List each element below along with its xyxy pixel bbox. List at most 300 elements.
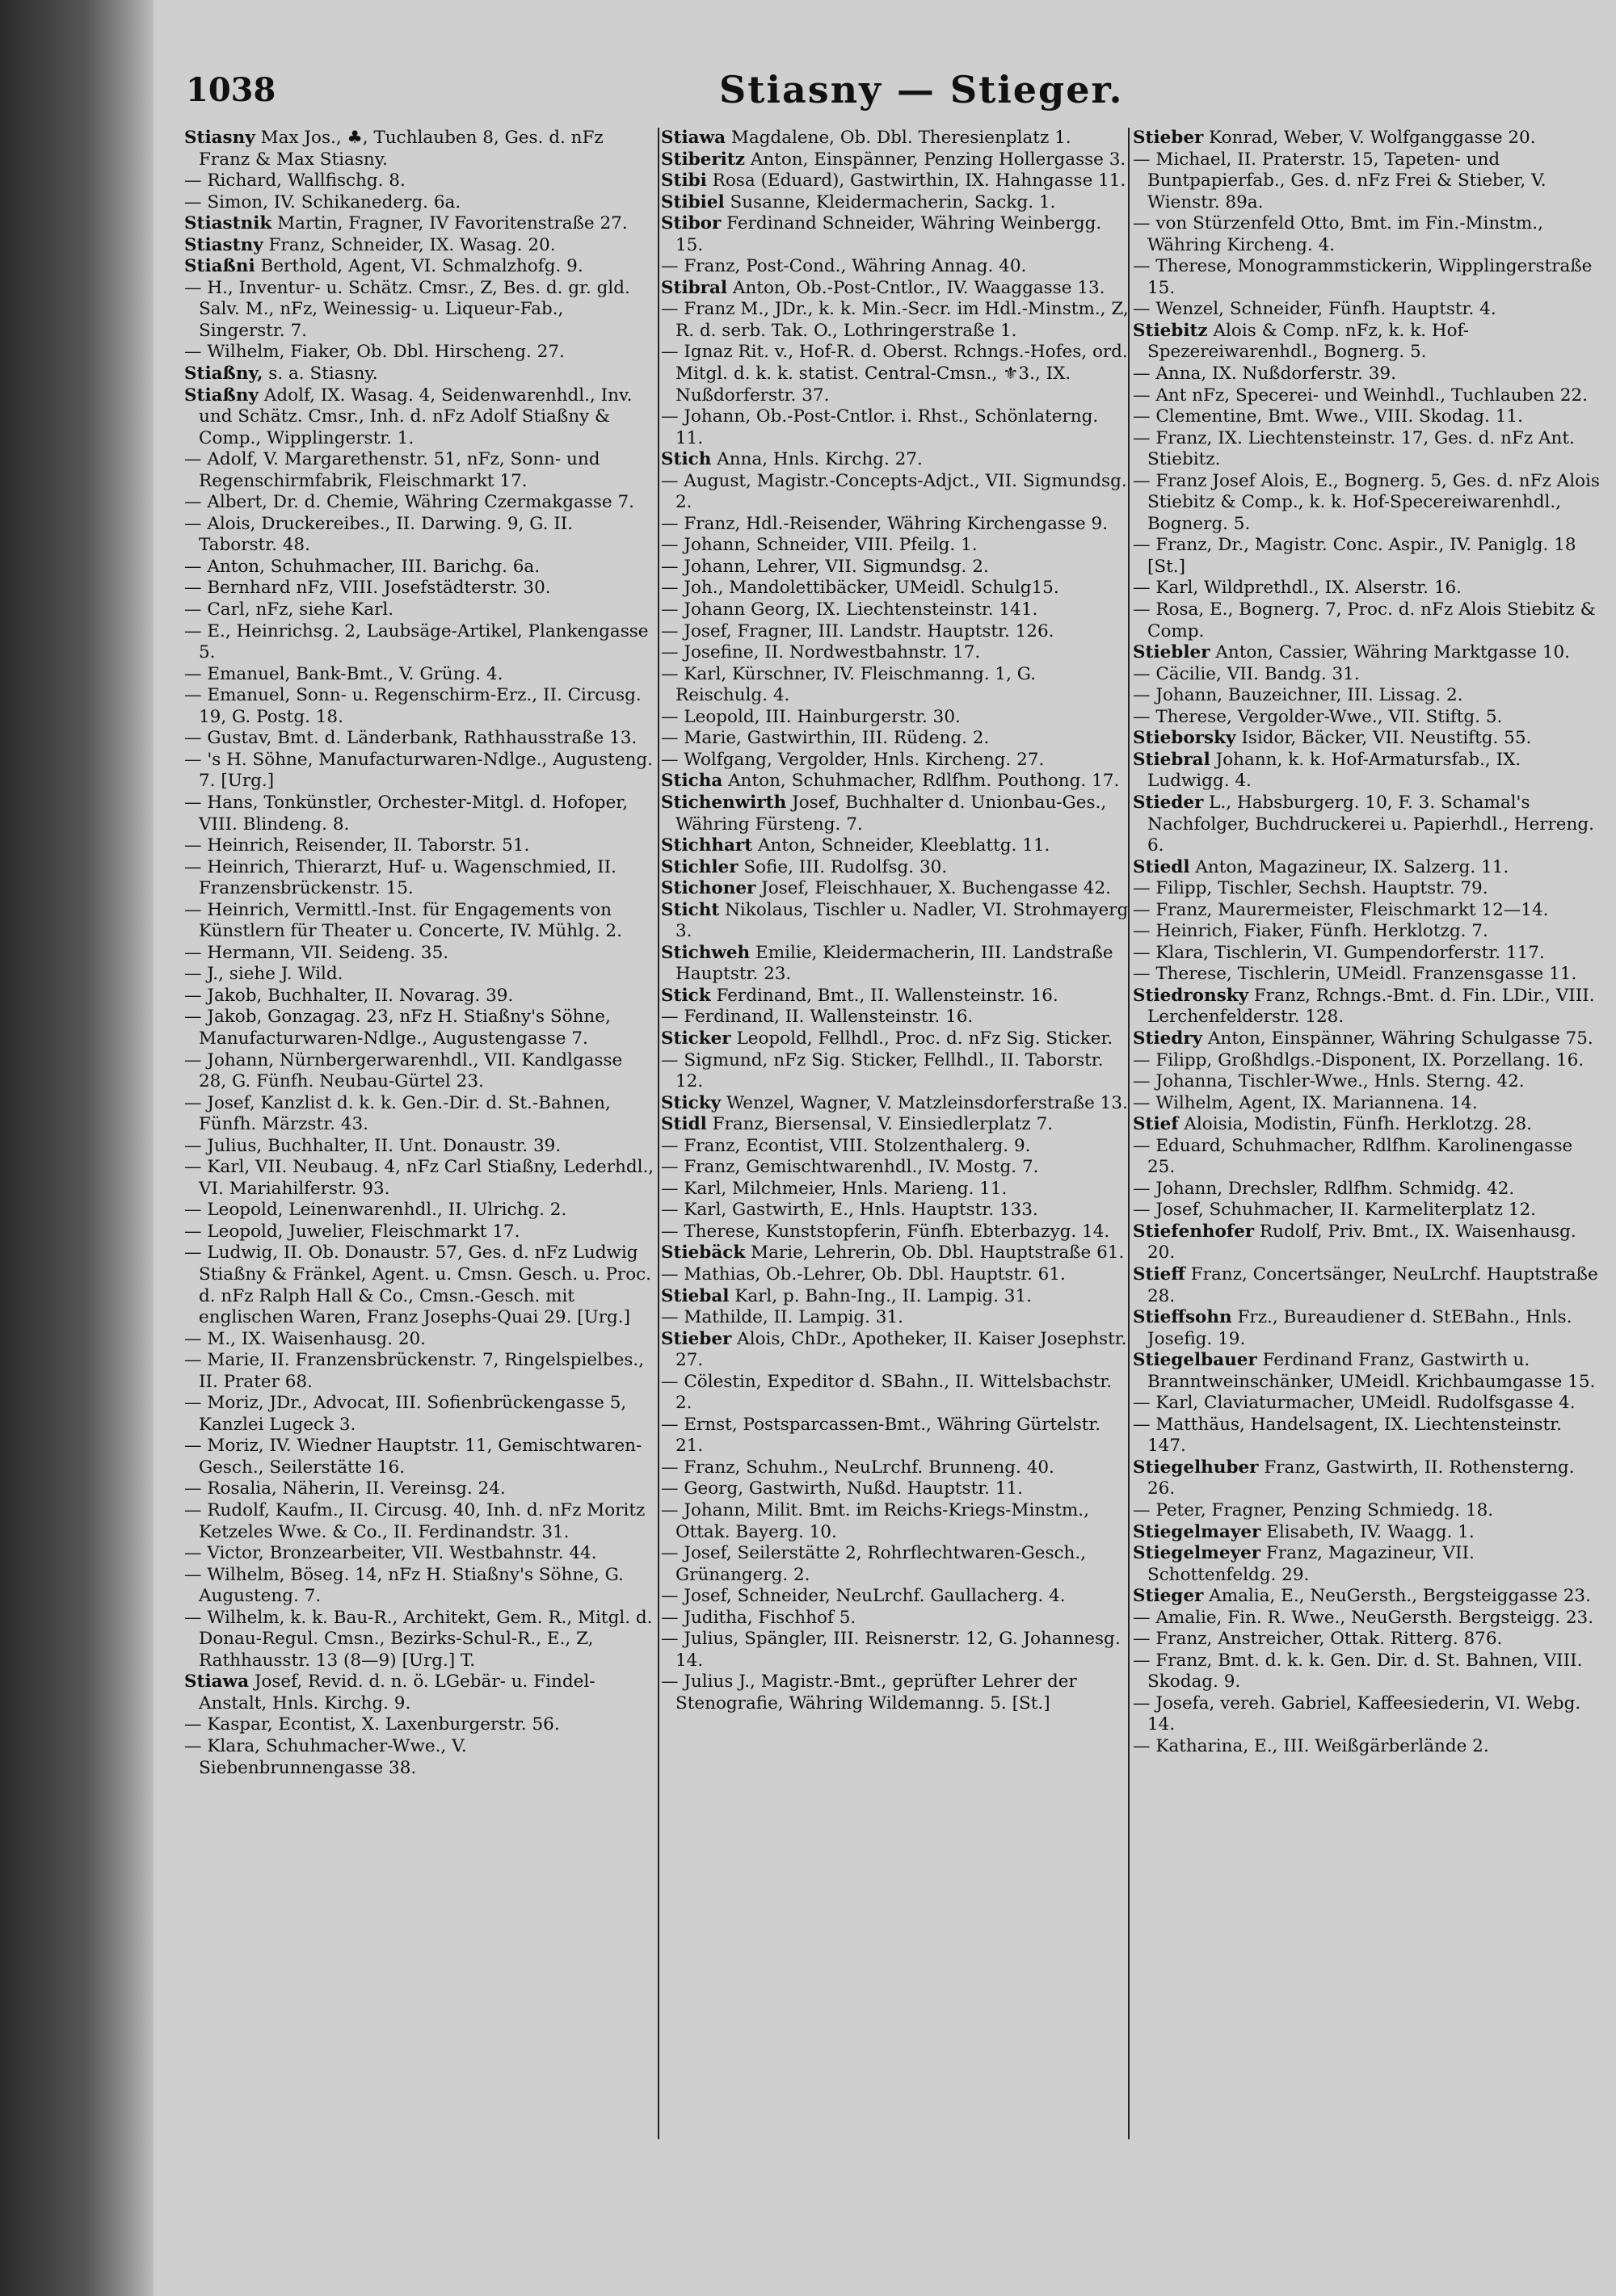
directory-entry [1133,1629,1603,1651]
entry-details: Adolf, IX. Wasag. 4, Seidenwarenhdl., Inv. und Schätz. Cmsr., Inh. d. nFz Adolf Stiaßny & Comp., Wipplingerstr. 1. [199,385,633,448]
directory-entry [661,1136,1131,1158]
entry-details: Franz, Rchngs.-Bmt. d. Fin. LDir., VIII. Lerchenfelderstr. 128. [1147,985,1595,1028]
entry-surname: Stidl [661,1114,707,1135]
directory-entry [184,1393,654,1436]
directory-entry [661,771,1131,793]
entry-details: — Julius, Buchhalter, II. Unt. Donaustr. 39. [184,1135,562,1156]
entry-details: — Hermann, VII. Seideng. 35. [184,942,449,963]
entry-details: — Ant nFz, Specerei- und Weinhdl., Tuchlauben 22. [1133,385,1588,406]
entry-details: Frz., Bureaudiener d. StEBahn., Hnls. Josefig. 19. [1147,1307,1572,1349]
entry-details: — Heinrich, Vermittl.-Inst. für Engagements von Künstlern für Theater u. Concerte, IV. Mühlg. 2. [184,899,622,942]
entry-details: — Josef, Seilerstätte 2, Rohrflechtwaren-Gesch., Grünangerg. 2. [661,1543,1087,1585]
entry-details: — Cölestin, Expeditor d. SBahn., II. Wittelsbachstr. 2. [661,1371,1113,1414]
directory-entry [184,685,654,728]
directory-entry [661,213,1131,256]
entry-details: Alois, ChDr., Apotheker, II. Kaiser Josephstr. 27. [675,1328,1127,1371]
entry-details: — Clementine, Bmt. Wwe., VIII. Skodag. 11. [1133,406,1523,427]
directory-entry [1133,1071,1603,1093]
entry-details: — Richard, Wallfischg. 8. [184,170,406,191]
entry-details: — Emanuel, Bank-Bmt., V. Grüng. 4. [184,663,503,684]
entry-details: — Josef, Fragner, III. Landstr. Hauptstr. 126. [661,620,1054,641]
entry-details: — Wenzel, Schneider, Fünfh. Hauptstr. 4. [1133,299,1496,320]
entry-details: — Mathias, Ob.-Lehrer, Ob. Dbl. Hauptstr. 61. [661,1264,1066,1285]
directory-entry [661,835,1131,857]
entry-details: Rudolf, Priv. Bmt., IX. Waisenhausg. 20. [1147,1221,1576,1264]
directory-entry [661,1372,1131,1415]
entry-details: Magdalene, Ob. Dbl. Theresienplatz 1. [726,128,1071,148]
entry-details: — Moriz, IV. Wiedner Hauptstr. 11, Gemischtwaren-Gesch., Seilerstätte 16. [184,1436,642,1478]
entry-details: — Heinrich, Reisender, II. Taborstr. 51. [184,835,530,856]
entry-details: — Wolfgang, Vergolder, Hnls. Kircheng. 27. [661,749,1045,770]
directory-entry [661,192,1131,214]
entry-details: — Therese, Tischlerin, UMeidl. Franzensgasse 11. [1133,964,1577,985]
entry-surname: Stibi [661,170,707,191]
directory-entry [184,943,654,965]
directory-entry [661,1543,1131,1586]
entry-surname: Stibiel [661,191,725,212]
entry-surname: Sticker [661,1028,731,1049]
entry-surname: Stieborsky [1133,728,1236,749]
entry-details: Anton, Schneider, Kleeblattg. 11. [752,835,1050,856]
directory-entry [1133,1693,1603,1736]
directory-entry [661,900,1131,943]
entry-details: — Michael, II. Praterstr. 15, Tapeten- und Buntpapierfab., Ges. d. nFz Frei & Stieber, V. Wienstr. 89a. [1133,149,1547,212]
directory-entry [1133,1736,1603,1758]
entry-details: — Carl, nFz, siehe Karl. [184,599,394,620]
entry-surname: Stichler [661,856,739,877]
directory-entry [1133,1179,1603,1201]
column-2 [661,128,1131,1714]
directory-entry [184,385,654,450]
entry-details: — Wilhelm, Fiaker, Ob. Dbl. Hirscheng. 27. [184,342,565,363]
directory-entry [661,621,1131,643]
entry-details: — Klara, Schuhmacher-Wwe., V. Siebenbrunnengasse 38. [184,1736,467,1778]
entry-details: — Wilhelm, Agent, IX. Mariannena. 14. [1133,1092,1478,1113]
entry-details: — Leopold, III. Hainburgerstr. 30. [661,706,961,727]
entry-surname: Stieder [1133,792,1204,813]
directory-entry [1133,900,1603,922]
entry-details: Johann, k. k. Hof-Armatursfab., IX. Ludwigg. 4. [1147,749,1521,792]
directory-entry [661,642,1131,664]
directory-entry [184,1157,654,1200]
entry-details: — Kaspar, Econtist, X. Laxenburgerstr. 56. [184,1714,560,1735]
entry-details: — Ernst, Postsparcassen-Bmt., Währing Gürtelstr. 21. [661,1414,1101,1457]
entry-details: Franz, Schneider, IX. Wasag. 20. [263,234,556,255]
directory-entry [1133,149,1603,214]
entry-details: — Matthäus, Handelsagent, IX. Liechtensteinstr. 147. [1133,1414,1562,1457]
directory-entry [661,535,1131,557]
directory-entry [1133,878,1603,900]
entry-surname: Stiastnik [184,213,272,234]
directory-entry [1133,857,1603,879]
entry-details: — Hans, Tonkünstler, Orchester-Mitgl. d. Hofoper, VIII. Blindeng. 8. [184,792,629,835]
entry-surname: Stiaßni [184,256,255,277]
entry-details: — Therese, Vergolder-Wwe., VII. Stiftg. 5. [1133,706,1503,727]
directory-entry [661,878,1131,900]
entry-details: — Julius, Spängler, III. Reisnerstr. 12, G. Johannesg. 14. [661,1629,1121,1671]
directory-entry [661,299,1131,342]
directory-entry [1133,986,1603,1028]
directory-entry [1133,1393,1603,1415]
directory-entry [1133,406,1603,428]
directory-entry [184,1736,654,1779]
entry-surname: Sticky [661,1092,722,1113]
directory-entry [184,621,654,664]
directory-entry [1133,943,1603,965]
directory-entry [1133,921,1603,943]
entry-surname: Stiefenhofer [1133,1221,1255,1242]
entry-details: L., Habsburgerg. 10, F. 3. Schamal's Nachfolger, Buchdruckerei u. Papierhdl., Herreng. 6. [1147,792,1594,856]
directory-entry [661,1200,1131,1222]
entry-details: — von Stürzenfeld Otto, Bmt. im Fin.-Minstm., Währing Kircheng. 4. [1133,213,1543,255]
entry-details: — Eduard, Schuhmacher, Rdlfhm. Karolinengasse 25. [1133,1135,1573,1178]
entry-surname: Stiaßny, [184,364,263,385]
entry-details: — Wilhelm, k. k. Bau-R., Architekt, Gem. R., Mitgl. d. Donau-Regul. Cmsn., Bezirks-Schul-R., E., Z, Rathhausstr. 13 (8—9) [Urg.] T. [184,1607,653,1671]
entry-details: — Victor, Bronzearbeiter, VII. Westbahnstr. 44. [184,1543,597,1564]
entry-details: Leopold, Fellhdl., Proc. d. nFz Sig. Sticker. [730,1028,1113,1049]
entry-details: Emilie, Kleidermacherin, III. Landstraße Hauptstr. 23. [675,942,1113,985]
entry-details: — Ignaz Rit. v., Hof-R. d. Oberst. Rchngs.-Hofes, ord. Mitgl. d. k. k. statist. Central-Cmsn., ⚜3., IX. Nußdorferstr. 37. [661,342,1128,406]
entry-surname: Stiedry [1133,1028,1203,1049]
directory-entry [1133,1543,1603,1586]
directory-entry [184,599,654,621]
entry-details: Anton, Einspänner, Währing Schulgasse 75. [1202,1028,1593,1049]
directory-entry [1133,385,1603,407]
directory-entry [184,514,654,557]
entry-surname: Stiegelhuber [1133,1457,1259,1478]
directory-entry [661,1050,1131,1093]
entry-details: — Josef, Schneider, NeuLrchf. Gaullacherg. 4. [661,1586,1066,1607]
entry-details: — Jakob, Buchhalter, II. Novarag. 39. [184,985,514,1006]
entry-details: — Karl, Kürschner, IV. Fleischmanng. 1, G. Reischulg. 4. [661,663,1036,706]
entry-details: Anton, Einspänner, Penzing Hollergasse 3. [744,149,1126,170]
entry-details: — Klara, Tischlerin, VI. Gumpendorferstr. 117. [1133,942,1545,963]
directory-entry [184,1093,654,1136]
entry-details: Anna, Hnls. Kirchg. 27. [711,449,923,470]
entry-surname: Stibor [661,213,722,234]
directory-entry [1133,750,1603,793]
directory-entry [661,578,1131,599]
page-number: 1038 [186,71,276,109]
directory-entry [1133,707,1603,729]
entry-details: — Josef, Schuhmacher, II. Karmeliterplatz 12. [1133,1200,1536,1221]
entry-details: s. a. Stiasny. [263,364,378,385]
directory-entry [661,1629,1131,1672]
directory-entry [1133,1350,1603,1393]
entry-details: — Josef, Kanzlist d. k. k. Gen.-Dir. d. St.-Bahnen, Fünfh. Märzstr. 43. [184,1092,611,1135]
entry-details: Josef, Fleischhauer, X. Buchengasse 42. [755,878,1111,899]
entry-details: — Franz, IX. Liechtensteinstr. 17, Ges. d. nFz Ant. Stiebitz. [1133,427,1575,470]
directory-entry [1133,1264,1603,1307]
entry-details: Josef, Revid. d. n. ö. LGebär- u. Findel-Anstalt, Hnls. Kirchg. 9. [199,1672,595,1714]
directory-entry [661,986,1131,1007]
directory-entry [661,514,1131,536]
directory-entry [184,986,654,1007]
entry-details: — Heinrich, Thierarzt, Huf- u. Wagenschmied, II. Franzensbrückenstr. 15. [184,856,617,899]
directory-entry [184,557,654,578]
entry-details: — Gustav, Bmt. d. Länderbank, Rathhausstraße 13. [184,728,638,749]
entry-surname: Stieber [1133,128,1204,148]
directory-page [154,0,1616,2296]
entry-details: — Leopold, Juwelier, Fleischmarkt 17. [184,1221,520,1242]
entry-details: Amalia, E., NeuGersth., Bergsteiggasse 23. [1203,1586,1591,1607]
entry-details: Anton, Magazineur, IX. Salzerg. 11. [1189,856,1509,877]
directory-entry [1133,535,1603,578]
directory-entry [661,1007,1131,1028]
entry-details: — Alois, Druckereibes., II. Darwing. 9, G. II. Taborstr. 48. [184,513,574,556]
entry-surname: Stiebäck [661,1243,746,1264]
entry-details: — Karl, Gastwirth, E., Hnls. Hauptstr. 133. [661,1200,1038,1221]
directory-entry [184,835,654,857]
directory-entry [661,1672,1131,1714]
directory-entry [184,128,654,170]
entry-details: Konrad, Weber, V. Wolfganggasse 20. [1203,128,1536,148]
directory-entry [1133,685,1603,707]
entry-surname: Stiegelbauer [1133,1350,1257,1371]
directory-entry [184,1200,654,1222]
directory-entry [1133,1415,1603,1457]
directory-entry [661,707,1131,729]
entry-details: — Johann, Drechsler, Rdlfhm. Schmidg. 42. [1133,1178,1515,1199]
directory-entry [661,728,1131,750]
entry-details: — Anna, IX. Nußdorferstr. 39. [1133,364,1396,385]
entry-surname: Stiebral [1133,749,1210,770]
entry-details: — Therese, Monogrammstickerin, Wipplingerstraße 15. [1133,256,1593,298]
entry-details: — Johann, Bauzeichner, III. Lissag. 2. [1133,685,1463,706]
entry-details: Isidor, Bäcker, VII. Neustiftg. 55. [1235,728,1532,749]
directory-entry [1133,1050,1603,1072]
directory-entry [661,664,1131,707]
entry-surname: Stiawa [661,128,726,148]
entry-details: Ferdinand Franz, Gastwirth u. Branntweinschänker, UMeidl. Krichbaumgasse 15. [1147,1350,1596,1392]
entry-details: Anton, Cassier, Währing Marktgasse 10. [1210,642,1571,663]
directory-entry [661,1114,1131,1136]
directory-entry [184,1222,654,1243]
entry-details: — J., siehe J. Wild. [184,964,343,985]
entry-details: — Katharina, E., III. Weißgärberlände 2. [1133,1736,1489,1757]
directory-entry [184,1478,654,1500]
entry-details: — Ferdinand, II. Wallensteinstr. 16. [661,1007,974,1028]
directory-entry [1133,1522,1603,1544]
entry-surname: Stich [661,449,712,470]
entry-details: Max Jos., ♣, Tuchlauben 8, Ges. d. nFz Franz & Max Stiasny. [199,128,604,170]
entry-details: — H., Inventur- u. Schätz. Cmsr., Z, Bes. d. gr. gld. Salv. M., nFz, Weinessig- u. Liqueur-Fab., Singerstr. 7. [184,277,630,341]
entry-surname: Stiegelmayer [1133,1521,1261,1542]
directory-entry [661,256,1131,278]
entry-surname: Stiebler [1133,642,1210,663]
entry-details: Berthold, Agent, VI. Schmalzhofg. 9. [255,256,583,277]
directory-entry [184,449,654,492]
directory-entry [184,857,654,900]
entry-surname: Stieffsohn [1133,1307,1232,1328]
directory-entry [661,1222,1131,1243]
directory-entry [661,1028,1131,1050]
directory-entry [184,1500,654,1543]
directory-entry [184,750,654,793]
directory-entry [661,149,1131,171]
entry-details: — Therese, Kunststopferin, Fünfh. Ebterbazyg. 14. [661,1221,1110,1242]
entry-surname: Sticht [661,899,720,920]
entry-details: — Franz, Maurermeister, Fleischmarkt 12—14. [1133,899,1549,920]
directory-entry [1133,299,1603,321]
directory-entry [184,1007,654,1049]
entry-surname: Stieger [1133,1586,1204,1607]
entry-surname: Sticha [661,771,723,792]
entry-details: — Franz, Schuhm., NeuLrchf. Brunneng. 40. [661,1457,1054,1478]
directory-entry [661,1157,1131,1179]
directory-entry [1133,321,1603,364]
entry-surname: Stiedl [1133,856,1190,877]
entry-details: Aloisia, Modistin, Fünfh. Herklotzg. 28. [1178,1114,1532,1135]
directory-entry [661,1286,1131,1308]
directory-entry [661,170,1131,192]
directory-entry [184,900,654,943]
entry-details: — Johann, Lehrer, VII. Sigmundsg. 2. [661,556,989,577]
entry-details: Franz, Biersensal, V. Einsiedlerplatz 7. [706,1114,1054,1135]
entry-surname: Stiasny [184,128,255,148]
entry-details: — Simon, IV. Schikanederg. 6a. [184,191,461,212]
directory-entry [1133,1608,1603,1629]
entry-details: — M., IX. Waisenhausg. 20. [184,1328,427,1349]
entry-details: — Georg, Gastwirth, Nußd. Hauptstr. 11. [661,1478,1023,1499]
entry-surname: Stiedronsky [1133,985,1249,1006]
directory-entry [1133,964,1603,986]
entry-surname: Stichoner [661,878,756,899]
entry-surname: Stichenwirth [661,792,787,813]
directory-entry [184,793,654,835]
directory-entry [184,170,654,192]
directory-entry [661,1093,1131,1115]
entry-details: Anton, Ob.-Post-Cntlor., IV. Waaggasse 13. [727,277,1105,298]
directory-entry [1133,1200,1603,1222]
directory-entry [661,128,1131,149]
directory-entry [661,1307,1131,1329]
directory-entry [184,728,654,750]
entry-details: — Franz, Post-Cond., Währing Annag. 40. [661,256,1027,277]
directory-entry [1133,471,1603,536]
entry-details: — Filipp, Großhdlgs.-Disponent, IX. Porzellang. 16. [1133,1049,1584,1070]
entry-details: Franz, Magazineur, VII. Schottenfeldg. 29. [1147,1543,1475,1585]
directory-entry [1133,642,1603,664]
directory-entry [184,1050,654,1093]
entry-details: — Karl, Wildprethdl., IX. Alserstr. 16. [1133,578,1462,599]
directory-entry [1133,664,1603,686]
directory-entry [1133,1457,1603,1500]
directory-entry [661,857,1131,879]
entry-surname: Stieber [661,1328,732,1349]
entry-details: — Franz M., JDr., k. k. Min.-Secr. im Hdl.-Minstm., Z, R. d. serb. Tak. O., Lothringerstraße 1. [661,299,1129,341]
entry-surname: Stiegelmeyer [1133,1543,1261,1564]
entry-details: Nikolaus, Tischler u. Nadler, VI. Strohmayerg 3. [675,899,1129,942]
directory-entry [184,1543,654,1565]
directory-entry [661,1264,1131,1286]
directory-entry [1133,728,1603,750]
entry-surname: Stiebitz [1133,320,1208,341]
entry-details: — Anton, Schuhmacher, III. Barichg. 6a. [184,556,541,577]
entry-surname: Stiebal [661,1285,730,1306]
directory-entry [184,278,654,343]
directory-entry [1133,1136,1603,1179]
entry-details: — Rudolf, Kaufm., II. Circusg. 40, Inh. d. nFz Moritz Ketzeles Wwe. & Co., II. Ferdinandstr. 31. [184,1500,646,1542]
entry-details: — Franz, Anstreicher, Ottak. Ritterg. 876. [1133,1629,1503,1650]
directory-entry [661,278,1131,300]
entry-details: — Karl, Claviaturmacher, UMeidl. Rudolfsgasse 4. [1133,1393,1576,1414]
directory-entry [1133,1093,1603,1115]
entry-details: Alois & Comp. nFz, k. k. Hof-Spezereiwarenhdl., Bognerg. 5. [1147,320,1470,363]
directory-entry [661,943,1131,986]
directory-entry [184,1350,654,1393]
directory-entry [184,1565,654,1608]
entry-details: — Marie, II. Franzensbrückenstr. 7, Ringelspielbes., II. Prater 68. [184,1350,645,1392]
directory-entry [1133,578,1603,599]
directory-entry [184,256,654,278]
entry-surname: Stiberitz [661,149,745,170]
directory-entry [661,471,1131,514]
directory-entry [1133,1500,1603,1522]
directory-entry [184,342,654,364]
entry-surname: Stick [661,985,711,1006]
entry-surname: Stichweh [661,942,751,963]
entry-details: Karl, p. Bahn-Ing., II. Lampig. 31. [729,1285,1032,1306]
directory-entry [661,1608,1131,1629]
entry-details: — 's H. Söhne, Manufacturwaren-Ndlge., Augusteng. 7. [Urg.] [184,749,653,792]
entry-details: — Johanna, Tischler-Wwe., Hnls. Sterng. 42. [1133,1071,1525,1092]
directory-entry [184,235,654,257]
entry-details: — Karl, Milchmeier, Hnls. Marieng. 11. [661,1178,1008,1199]
entry-details: Rosa (Eduard), Gastwirthin, IX. Hahngasse 11. [706,170,1126,191]
directory-entry [661,342,1131,406]
directory-entry [1133,256,1603,299]
directory-entry [184,1136,654,1158]
directory-entry [661,1243,1131,1264]
entry-surname: Stiaßny [184,385,259,406]
directory-entry [184,964,654,986]
directory-entry [661,793,1131,835]
entry-details: — Cäcilie, VII. Bandg. 31. [1133,663,1360,684]
entry-details: — Johann, Schneider, VIII. Pfeilg. 1. [661,535,978,556]
entry-details: — Franz Josef Alois, E., Bognerg. 5, Ges. d. nFz Alois Stiebitz & Comp., k. k. Hof-Specereiwarenhdl., Bognerg. 5. [1133,470,1600,534]
directory-entry [661,1329,1131,1372]
entry-details: — Mathilde, II. Lampig. 31. [661,1307,903,1328]
directory-entry [1133,599,1603,642]
directory-entry [1133,428,1603,471]
entry-details: Anton, Schuhmacher, Rdlfhm. Pouthong. 17. [722,771,1120,792]
directory-entry [661,406,1131,449]
entry-details: — Bernhard nFz, VIII. Josefstädterstr. 30. [184,578,551,599]
directory-entry [661,1179,1131,1201]
entry-details: — Peter, Fragner, Penzing Schmiedg. 18. [1133,1500,1494,1520]
directory-entry [1133,1222,1603,1264]
entry-details: — Joh., Mandolettibäcker, UMeidl. Schulg15. [661,578,1059,599]
directory-entry [661,1478,1131,1500]
entry-details: — Josefine, II. Nordwestbahnstr. 17. [661,642,981,663]
entry-details: Marie, Lehrerin, Ob. Dbl. Hauptstraße 61. [745,1243,1125,1264]
entry-details: — Julius J., Magistr.-Bmt., geprüfter Lehrer der Stenografie, Währing Wildemanng. 5. [St.] [661,1672,1077,1714]
entry-surname: Stief [1133,1114,1179,1135]
directory-entry [1133,1586,1603,1608]
directory-entry [661,1500,1131,1543]
entry-details: Franz, Gastwirth, II. Rothensterng. 26. [1147,1457,1575,1499]
entry-details: Sofie, III. Rudolfsg. 30. [738,856,948,877]
entry-details: Martin, Fragner, IV Favoritenstraße 27. [271,213,628,234]
entry-details: Josef, Buchhalter d. Unionbau-Ges., Währing Fürsteng. 7. [675,792,1107,835]
entry-details: — August, Magistr.-Concepts-Adjct., VII. Sigmundsg. 2. [661,470,1127,513]
directory-entry [184,664,654,686]
book-spine-shadow [0,0,154,2296]
entry-details: — Franz, Gemischtwarenhdl., IV. Mostg. 7. [661,1157,1039,1178]
directory-entry [661,750,1131,772]
entry-details: Elisabeth, IV. Waagg. 1. [1260,1521,1475,1542]
